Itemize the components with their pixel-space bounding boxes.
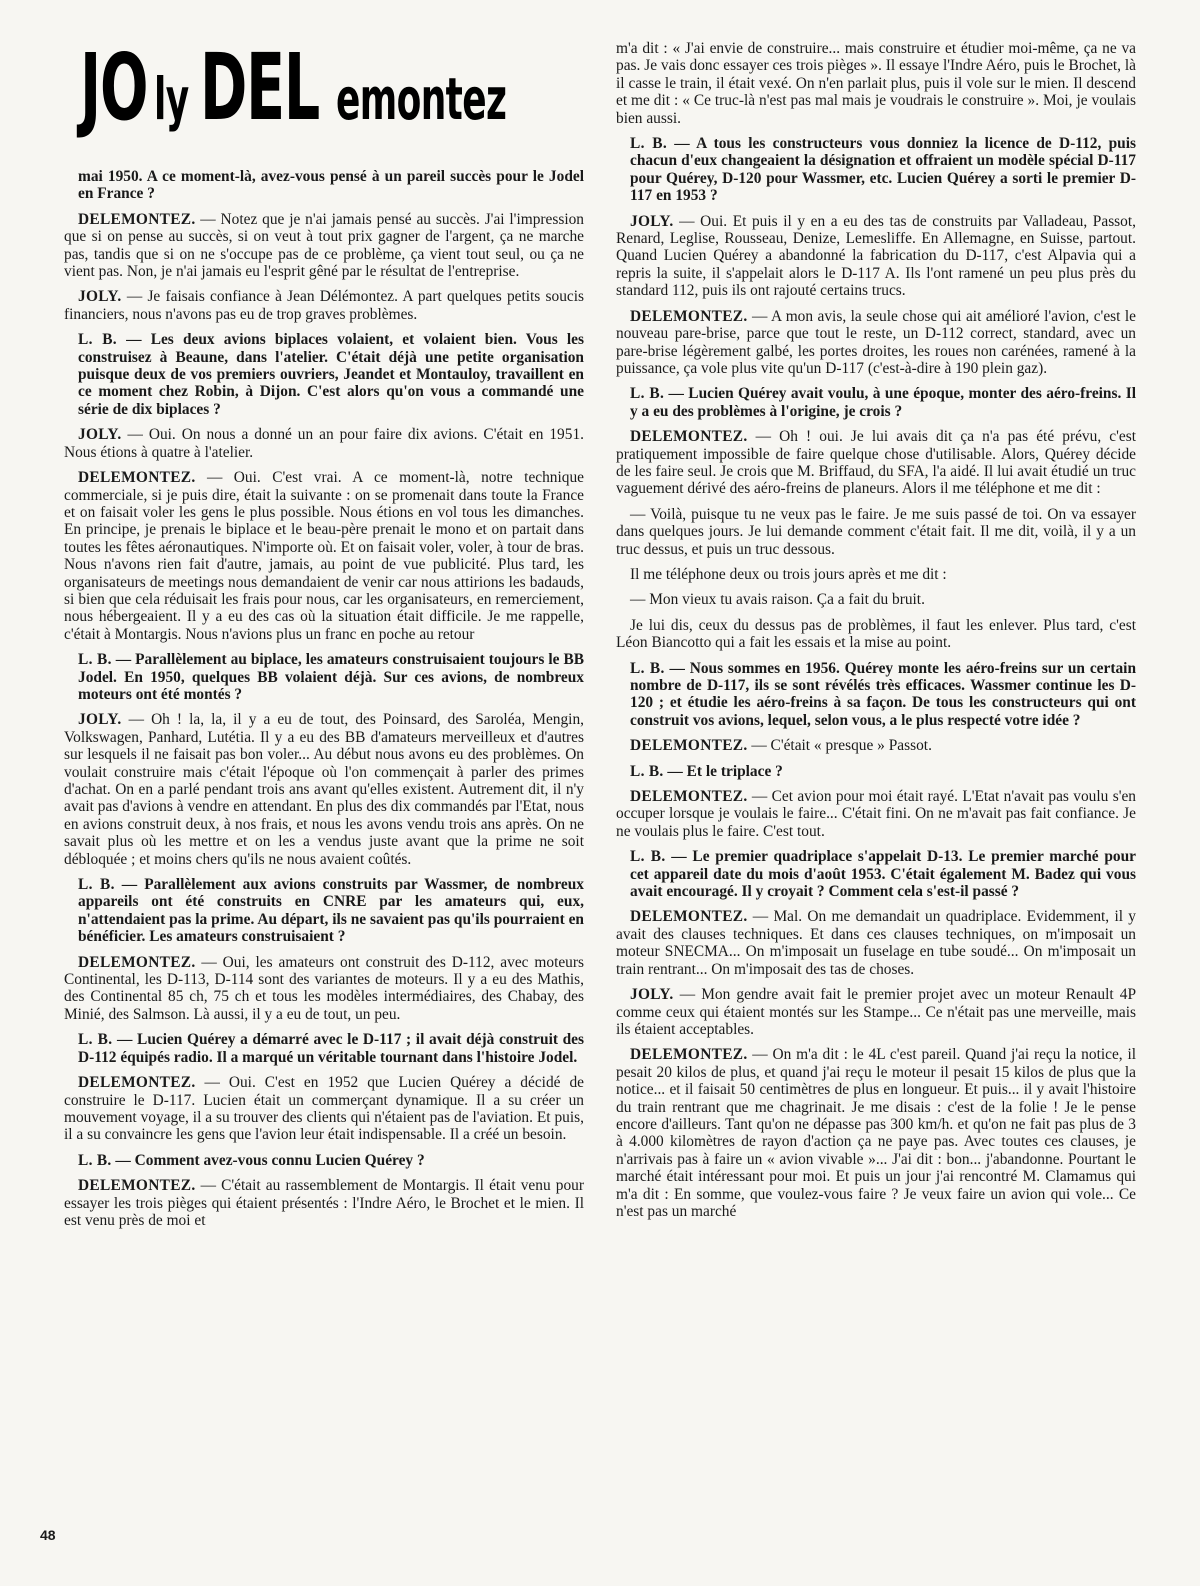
- paragraph: [616, 591, 1136, 608]
- paragraph: [64, 1031, 584, 1066]
- paragraph: [616, 986, 1136, 1038]
- left-column: [64, 168, 584, 1237]
- paragraph-text: — Lucien Quérey a démarré avec le D-117 ; il avait déjà construit des D-112 équipés radio. Il a marqué un véritable tournant dans l'histoire Jodel.: [78, 1031, 584, 1066]
- paragraph-text: — Les deux avions biplaces volaient, et volaient bien. Vous les construisez à Beaune, dans l'atelier. C'était déjà une petite organisation puisque deux de vos premiers ouvriers, Jeandet et Montauloy, travaillent en ce moment chez Robin, à Dijon. C'est alors qu'on vous a commandé une série de dix biplaces ?: [78, 331, 584, 418]
- speaker-name: JOLY.: [78, 711, 122, 729]
- paragraph: [64, 168, 584, 203]
- paragraph: [64, 331, 584, 418]
- paragraph-text: — Et le triplace ?: [663, 762, 783, 780]
- speaker-name: L. B.: [78, 651, 112, 669]
- paragraph: [616, 428, 1136, 498]
- paragraph-text: — Oh ! la, la, il y a eu de tout, des Poinsard, des Saroléa, Mengin, Volkswagen, Panhard, Lutétia. Il y a eu des BB d'amateurs merveilleux et d'autres sur lesquels il ne faisait pas bon voler... Au début nous avons eu des problèmes. On voulait construire mais c'était l'époque où l'on commençait à parler des primes d'achat. On en a parlé pendant trois ans avant qu'elles existent. Autrement dit, il n'y avait pas d'avions à vendre en attendant. En plus des dix commandés par l'Etat, nous en avions construit deux, à nos frais, et nous les avons vendu trois ans après. On ne savait plus où les mettre et on les a vendus juste avant que la prime ne soit débloquée ; et moins chers qu'ils ne nous avaient coûtés.: [64, 711, 584, 868]
- paragraph-text: — Oui. C'est vrai. A ce moment-là, notre technique commerciale, si je puis dire, était la suivante : on se promenait dans toute la France et on faisait voler les gens le plus possible. Nous étions en vol tous les dimanches. En principe, je prenais le biplace et le beau-père prenait le mono et on partait dans toutes les fêtes aéronautiques. N'importe où. Et on faisait voler, voler, à tour de bras. Nous n'avons rien fait d'autre, jamais, au point de vue publicité. Plus tard, les organisateurs de meetings nous demandaient de venir car nous attirions les badauds, si bien que cela réduisait les frais pour nous, car les organisateurs, en remerciement, nous hébergeaient. Il y a eu des cas où la situation était difficile. Je me rappelle, c'était à Montargis. Nous n'avions plus un franc en poche au retour: [64, 469, 584, 643]
- speaker-name: DELEMONTEZ.: [630, 788, 748, 806]
- speaker-name: DELEMONTEZ.: [78, 469, 196, 487]
- speaker-name: DELEMONTEZ.: [78, 953, 196, 971]
- paragraph-text: — Le premier quadriplace s'appelait D-13. Le premier marché pour cet appareil date du mois d'août 1953. C'était également M. Badez qui vous avait encouragé. Il y croyait ? Comment cela s'est-il passé ?: [630, 848, 1136, 901]
- paragraph: [616, 1046, 1136, 1220]
- speaker-name: JOLY.: [630, 986, 674, 1004]
- paragraph-text: — A tous les constructeurs vous donniez la licence de D-112, puis chacun d'eux changeaient la désignation et offraient un modèle spécial D-117 pour Quérey, D-120 pour Wassmer, etc. Lucien Quérey a sorti le premier D-117 en 1953 ?: [630, 135, 1136, 205]
- paragraph: [616, 213, 1136, 300]
- speaker-name: DELEMONTEZ.: [78, 1177, 196, 1195]
- title-part-1: JO: [80, 34, 148, 141]
- speaker-name: L. B.: [630, 385, 665, 403]
- title-part-3: DEL: [200, 34, 320, 141]
- paragraph-text: — Je faisais confiance à Jean Délémontez. A part quelques petits soucis financiers, nous n'avons pas eu de trop graves problèmes.: [64, 288, 584, 323]
- paragraph-text: — Voilà, puisque tu ne veux pas le faire. Je me suis passé de toi. On va essayer dans quelques jours. Je lui demande comment c'était fait. Il me dit, voilà, il y a un truc dessus, et puis un truc dessous.: [616, 505, 1136, 558]
- speaker-name: L. B.: [630, 848, 666, 866]
- paragraph-text: — On m'a dit : le 4L c'est pareil. Quand j'ai reçu la notice, il pesait 20 kilos de plus, et quand j'ai reçu le moteur il pesait 15 kilos de plus que la notice... et il faisait 50 centimètres de plus en longueur. Et puis... il y avait l'histoire du train rentrant que me chagrinait. Je me disais : c'est de la folie ! Je le pense encore d'ailleurs. Tant qu'on ne dépasse pas 300 km/h. et qu'on ne fait pas plus de 3 à 4.000 kilomètres de rayon d'action ça ne paye pas. Avec toutes ces clauses, je n'arrivais pas à faire un « avion vivable »... J'ai dit : bon... j'abandonne. Pourtant le marché était intéressant pour moi. Et puis un jour j'ai rencontré M. Clamamus qui m'a dit : En somme, que voulez-vous faire ? Je veux faire un avion qui vole... Ce n'est pas un marché: [616, 1046, 1136, 1220]
- speaker-name: DELEMONTEZ.: [630, 428, 748, 446]
- paragraph-text: m'a dit : « J'ai envie de construire... mais construire et étudier moi-même, ça ne va pas. Je vais donc essayer ces trois pièges ». Il essaye l'Indre Aéro, puis le Brochet, là il casse le train, il était vexé. On n'en parlait plus, puis il vole sur le mien. Il descend et me dit : « Ce truc-là n'est pas mal mais je voudrais le construire ». Moi, je voulais bien aussi.: [616, 40, 1136, 127]
- speaker-name: DELEMONTEZ.: [630, 1046, 748, 1064]
- paragraph-text: — C'était « presque » Passot.: [747, 737, 932, 755]
- article-title: [80, 34, 550, 152]
- speaker-name: DELEMONTEZ.: [78, 1074, 196, 1092]
- paragraph-text: — Oui. Et puis il y en a eu des tas de construits par Valladeau, Passot, Renard, Leglise, Rousseau, Denize, Lemesliffe. En Allemagne, en Suisse, partout. Quand Lucien Quérey a abandonné la fabrication du D-117, c'est Alpavia qui a repris la suite, il s'appelait alors le D-117 A. Ils l'ont ramené un peu plus près du standard 112, puis ils ont rajouté certains trucs.: [616, 212, 1136, 300]
- paragraph-text: mai 1950. A ce moment-là, avez-vous pensé à un pareil succès pour le Jodel en France ?: [78, 168, 584, 203]
- paragraph-text: — Oui, les amateurs ont construit des D-112, avec moteurs Continental, les D-113, D-114 sont des variantes de moteurs. Il y a eu des Mathis, des Continental 85 ch, 75 ch et tous les modèles intermédiaires, des Chabay, des Minié, des Salmson. Là aussi, il y a eu de tout, un peu.: [64, 953, 584, 1023]
- paragraph: [616, 763, 1136, 780]
- paragraph: [616, 737, 1136, 754]
- speaker-name: DELEMONTEZ.: [630, 908, 748, 926]
- paragraph-text: — Oui. C'est en 1952 que Lucien Quérey a décidé de construire le D-117. Lucien était un commerçant dynamique. Il a su créer un mouvement voyage, il a su trouver des clients qui n'étaient pas de l'aviation. Et puis, il a su convaincre les gens que l'avion leur était indispensable. Il a créé un besoin.: [64, 1074, 584, 1144]
- speaker-name: JOLY.: [78, 288, 122, 306]
- paragraph: [64, 651, 584, 703]
- paragraph-text: — Lucien Quérey avait voulu, à une époque, monter des aéro-freins. Il y a eu des problèmes à l'origine, je crois ?: [630, 385, 1136, 420]
- paragraph: [616, 617, 1136, 652]
- speaker-name: DELEMONTEZ.: [630, 737, 748, 755]
- paragraph-text: — Parallèlement aux avions construits par Wassmer, de nombreux appareils ont été construits en CNRE par les amateurs qui, eux, n'attendaient pas la prime. Au départ, ils ne savaient pas qu'ils pourraient en bénéficier. Les amateurs construisaient ?: [78, 876, 585, 946]
- right-column: [616, 40, 1136, 1228]
- paragraph-text: — Oh ! oui. Je lui avais dit ça n'a pas été prévu, c'est pratiquement impossible de faire quelque chose d'utilisable. Alors, Quérey décide de les faire seul. Je crois que M. Briffaud, du SFA, l'a aidé. Il lui avait étudié un truc vaguement dérivé des aéro-freins de planeurs. Alors il me téléphone et me dit :: [616, 428, 1136, 498]
- paragraph-text: — Comment avez-vous connu Lucien Quérey ?: [111, 1151, 425, 1169]
- paragraph: [64, 1177, 584, 1229]
- title-part-4: emontez: [336, 65, 507, 133]
- paragraph: [64, 211, 584, 281]
- paragraph: [64, 876, 584, 946]
- paragraph: [616, 848, 1136, 900]
- paragraph: [64, 1152, 584, 1169]
- speaker-name: L. B.: [78, 331, 117, 349]
- page-number: 48: [40, 1527, 56, 1543]
- paragraph-text: — Notez que je n'ai jamais pensé au succès. J'ai l'impression que si on pense au succès, si on veut à tout prix gagner de l'argent, ça ne marche pas, tandis que si on ne s'occupe pas de ce problème, ça vient tout seul, ou ça ne vient pas. Non, je n'ai jamais eu l'esprit gêné par le résultat de l'entreprise.: [64, 210, 584, 281]
- paragraph-text: — Cet avion pour moi était rayé. L'Etat n'avait pas voulu s'en occuper lorsque je voulais le faire... C'était fini. On ne m'avait pas fait confiance. Je ne voulais plus le faire. C'est tout.: [616, 788, 1136, 840]
- speaker-name: L. B.: [630, 135, 667, 153]
- speaker-name: L. B.: [78, 1151, 112, 1169]
- paragraph-text: — Oui. On nous a donné un an pour faire dix avions. C'était en 1951. Nous étions à quatre à l'atelier.: [64, 426, 584, 461]
- paragraph-text: — Parallèlement au biplace, les amateurs construisaient toujours le BB Jodel. En 1950, quelques BB volaient déjà. Sur ces avions, de nombreux moteurs ont été montés ?: [78, 651, 584, 703]
- paragraph: [616, 40, 1136, 127]
- paragraph-text: — Mon gendre avait fait le premier projet avec un moteur Renault 4P comme ceux qui étaient montés sur les Stampe... Ce n'était pas une merveille, mais ils étaient acceptables.: [616, 986, 1136, 1038]
- speaker-name: JOLY.: [630, 212, 674, 230]
- paragraph: [64, 711, 584, 868]
- paragraph-text: — C'était au rassemblement de Montargis. Il était venu pour essayer les trois pièges qui étaient présentés : l'Indre Aéro, le Brochet et le mien. Il est venu près de moi et: [64, 1177, 584, 1229]
- paragraph: [64, 288, 584, 323]
- speaker-name: JOLY.: [78, 426, 122, 444]
- speaker-name: DELEMONTEZ.: [630, 307, 748, 325]
- paragraph: [64, 954, 584, 1024]
- paragraph: [616, 660, 1136, 730]
- paragraph: [616, 385, 1136, 420]
- paragraph-text: — Nous sommes en 1956. Quérey monte les aéro-freins sur un certain nombre de D-117, ils se sont révélés très efficaces. Wassmer continue les D-120 ; et étudie les aéro-freins à sa façon. De tous les constructeurs qui ont construit vos avions, lequel, selon vous, a le plus respecté votre idée ?: [630, 659, 1136, 729]
- paragraph: [616, 788, 1136, 840]
- paragraph-text: — A mon avis, la seule chose qui ait amélioré l'avion, c'est le nouveau pare-brise, parce que tout le reste, un D-112 correct, standard, avec un pare-brise légèrement galbé, les portes droites, les roues non carénées, ramené à la puissance, ça vole plus vite qu'un D-117 (c'est-à-dire à 190 plein gaz).: [616, 307, 1136, 377]
- paragraph-text: — Mon vieux tu avais raison. Ça a fait du bruit.: [630, 591, 925, 609]
- speaker-name: DELEMONTEZ.: [78, 210, 196, 228]
- speaker-name: L. B.: [630, 659, 665, 677]
- speaker-name: L. B.: [78, 876, 115, 894]
- paragraph: [616, 566, 1136, 583]
- paragraph-text: Je lui dis, ceux du dessus pas de problèmes, il faut les enlever. Plus tard, c'est Léon Biancotto qui a fait les essais et la mise au point.: [616, 616, 1136, 652]
- paragraph: [64, 426, 584, 461]
- paragraph: [616, 908, 1136, 978]
- paragraph: [616, 506, 1136, 558]
- paragraph: [64, 469, 584, 643]
- speaker-name: L. B.: [630, 762, 664, 780]
- title-part-2: ly: [154, 65, 189, 133]
- speaker-name: L. B.: [78, 1031, 113, 1049]
- paragraph: [616, 135, 1136, 205]
- paragraph: [616, 308, 1136, 378]
- paragraph: [64, 1074, 584, 1144]
- paragraph-text: Il me téléphone deux ou trois jours après et me dit :: [630, 565, 947, 583]
- paragraph-text: — Mal. On me demandait un quadriplace. Evidemment, il y avait des clauses techniques. Et dans ces clauses techniques, on m'imposait un moteur SNECMA... On m'imposait un fuselage en tube soudé... On m'imposait un train rentrant... On m'imposait des tas de choses.: [616, 908, 1136, 978]
